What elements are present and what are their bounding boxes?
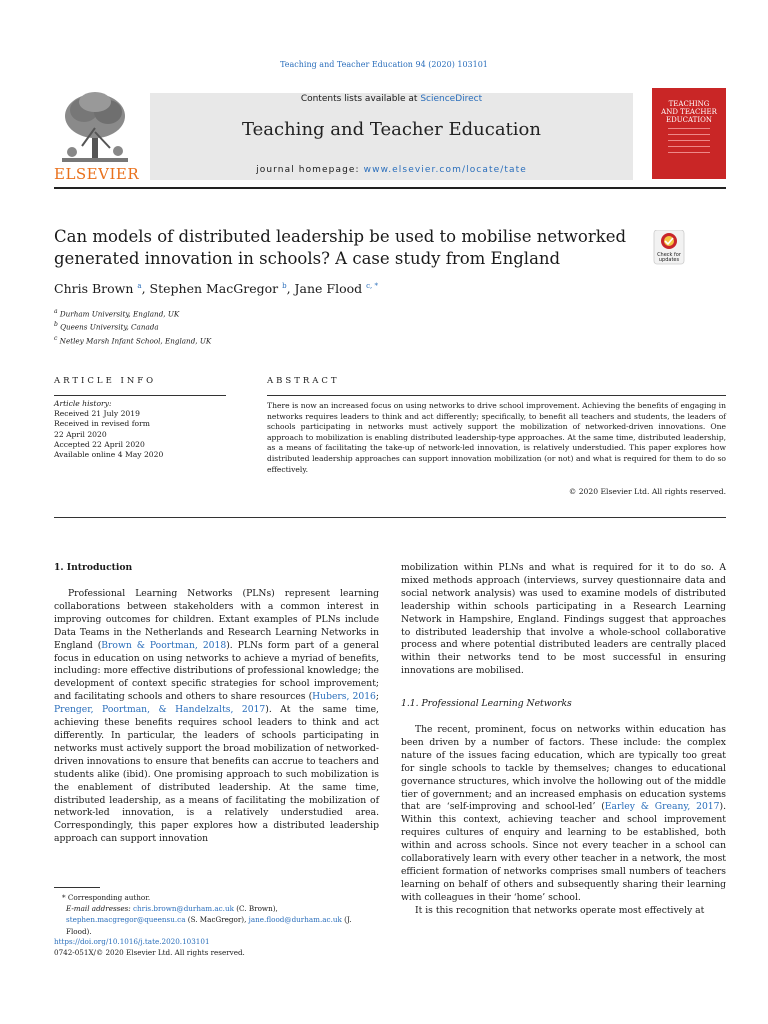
abstract-bottom-divider [54, 517, 726, 518]
body-paragraph [54, 588, 379, 846]
body-column-right [401, 562, 726, 678]
article-history [54, 399, 234, 460]
citation-link[interactable]: Brown & Poortman, 2018 [101, 639, 227, 651]
article-info-divider [54, 395, 226, 396]
journal-homepage-line [150, 165, 633, 175]
paragraph-text: ). At the same time, achieving these benefits requires school leaders to think and act differently. In particular, the leaders of schools participating in networks must actively support the broad mobilization of networked-driven innovations to ensure that benefits can accrue to teachers and students alike (ibid). One promising approach to such mobilization is the enablement of distributed leadership. At the same time, distributed leadership, as a means of facilitating the mobilization of network-led innovation, is a relatively understudied area. Correspondingly, this paper explores how a distributed leadership approach can support innovation [54, 704, 379, 845]
cover-decoration [668, 140, 710, 141]
affiliation-item [54, 319, 211, 332]
homepage-prefix: journal homepage: [256, 165, 364, 175]
article-history-item: Available online 4 May 2020 [54, 450, 164, 460]
affiliation-item [54, 306, 211, 319]
affiliation-item [54, 333, 211, 346]
author-affiliation-link[interactable]: b [282, 281, 287, 290]
author-separator: , [141, 281, 150, 296]
crossmark-line: Check for [657, 252, 681, 258]
citation-link[interactable]: Earley & Greany, 2017 [604, 801, 720, 813]
author-name: Chris Brown [54, 281, 134, 296]
cover-decoration [668, 152, 710, 153]
subsection-heading: 1.1. Professional Learning Networks [401, 698, 572, 709]
corresponding-author-note: * Corresponding author. [62, 893, 151, 902]
affiliation-marker: a [54, 308, 58, 315]
affiliation-text: Durham University, England, UK [59, 309, 180, 319]
article-info-heading: ARTICLE INFO [54, 376, 157, 386]
journal-homepage-link[interactable]: www.elsevier.com/locate/tate [363, 165, 527, 175]
abstract-heading: ABSTRACT [267, 376, 340, 386]
paragraph-text: ). Within this context, achieving teacher and school improvement requires cultures of enquiry and learning to be established, both within and across schools. Since not every teacher in a school can collaboratively learn with every other teacher in a network, the most efficient formation of networks comprises small numbers of teachers learning on behalf of others and subsequently sharing their learning with colleagues in their ‘home’ school. [401, 801, 726, 903]
email-link[interactable]: jane.flood@durham.ac.uk [248, 915, 342, 925]
issn-line: 0742-051X/© 2020 Elsevier Ltd. All rights reserved. [54, 947, 245, 957]
author-affiliation-link[interactable]: c, * [366, 281, 379, 290]
contents-prefix: Contents lists available at [300, 94, 421, 104]
header-divider [54, 187, 726, 189]
paragraph-text: The recent, prominent, focus on networks within education has been driven by a number of factors. These include: the complex nature of the issues facing education, which are typically too great for single schools to tackle by themselves; changes to educational governance structures, which involve the hollowing out of the middle tier of government; and an increased emphasis on education systems that are ‘self-improving and school-led’ ( [401, 724, 726, 813]
abstract-text: There is now an increased focus on using networks to drive school improvement. Achieving the benefits of engaging in networks requires leaders to think and act differently; specifically, to benefit all teachers and students, the leaders of schools participating in networks must actively support the mobilization of networked-driven innovations. One approach to mobilization is enabling distributed leadership-type approaches. At the same time, distributed leadership, as a means of facilitating the take-up of network-led innovation, is relatively understudied. This paper explores how distributed leadership approaches can support innovation mobilization (or not) and what is required for them to do so effectively. [267, 401, 726, 474]
paragraph-text: ). PLNs form part of a general focus in education on using networks to achieve a myriad of benefits, including: more effective distributions of professional knowledge; the development of context specific strategies for school improvement; and facilitating schools and others to share resources ( [54, 639, 379, 703]
email-link[interactable]: chris.brown@durham.ac.uk [133, 904, 234, 914]
article-title-line: Can models of distributed leadership be used to mobilise networked [54, 227, 627, 246]
journal-citation-link[interactable]: Teaching and Teacher Education 94 (2020) 103101 [280, 60, 488, 69]
citation-link[interactable]: Hubers, 2016 [312, 691, 376, 703]
article-history-label: Article history: [54, 399, 112, 408]
affiliation-text: Netley Marsh Infant School, England, UK [59, 336, 212, 346]
affiliation-marker: b [54, 321, 58, 329]
author-name: Stephen MacGregor [149, 281, 279, 296]
author-list [54, 281, 378, 296]
citation-link[interactable]: Prenger, Poortman, & Handelzalts, 2017 [54, 704, 266, 716]
cover-title-line: AND TEACHER [661, 108, 717, 116]
cover-decoration [668, 134, 710, 135]
publisher-name: ELSEVIER [54, 165, 140, 183]
cover-title-line: TEACHING [668, 100, 710, 108]
body-paragraph: mobilization within PLNs and what is required for it to do so. A mixed methods approach (interviews, survey questionnaire data and social network analysis) was used to examine models of distributed leadership within schools participating in a Research Learning Network in Hampshire, England. Findings suggest that approaches to distributed leadership that involve a whole-school collaborative process and where potential distributed leaders are centrally placed within their networks tend to be most successful in ensuring innovations are mobilised. [401, 562, 726, 677]
paragraph-text: Professional Learning Networks (PLNs) represent learning collaborations between stakeholders with a common interest in improving outcomes for children. Extant examples of PLNs include Data Teams in the Netherlands and Research Learning Networks in England ( [54, 588, 379, 651]
journal-title: Teaching and Teacher Education [242, 119, 541, 140]
author-affiliation-link[interactable]: a [137, 281, 142, 290]
email-addresses [54, 903, 379, 937]
email-text: (S. MacGregor), [185, 915, 249, 925]
doi-block [54, 937, 245, 958]
crossmark-line: updates [658, 257, 680, 263]
footnote-divider [54, 887, 100, 888]
email-text: (J. Flood). [66, 915, 352, 936]
article-title-line: generated innovation in schools? A case study from England [54, 249, 561, 268]
email-text: (C. Brown), [233, 904, 278, 914]
article-history-item: 22 April 2020 [54, 429, 107, 439]
affiliation-marker: c [54, 334, 58, 342]
author-name: Jane Flood [294, 281, 363, 296]
affiliation-text: Queens University, Canada [60, 322, 159, 332]
article-history-item: Received in revised form [54, 419, 150, 429]
body-paragraph [401, 724, 726, 905]
cover-title [652, 100, 726, 124]
affiliation-list [54, 306, 211, 346]
body-paragraph: It is this recognition that networks operate most effectively at [415, 904, 705, 916]
body-column-left [54, 588, 379, 846]
article-title [54, 226, 654, 270]
paragraph-text: ; [375, 691, 379, 703]
email-label: E-mail addresses: [66, 904, 133, 914]
journal-cover-image [652, 88, 726, 179]
contents-line [150, 94, 633, 104]
author-separator: , [286, 281, 295, 296]
email-link[interactable]: stephen.macgregor@queensu.ca [66, 915, 186, 925]
cover-decoration [668, 146, 710, 147]
article-history-item: Accepted 22 April 2020 [54, 439, 145, 449]
article-history-item: Received 21 July 2019 [54, 409, 140, 419]
cover-decoration [668, 128, 710, 129]
check-for-updates-label [651, 253, 687, 263]
sciencedirect-link[interactable]: ScienceDirect [420, 94, 483, 104]
abstract-copyright: © 2020 Elsevier Ltd. All rights reserved. [568, 487, 726, 496]
body-column-right-continued [401, 724, 726, 918]
footnote [54, 892, 379, 937]
cover-title-line: EDUCATION [666, 116, 712, 124]
abstract-divider [267, 395, 726, 396]
doi-link[interactable]: https://doi.org/10.1016/j.tate.2020.103101 [54, 937, 210, 946]
section-heading-introduction: 1. Introduction [54, 562, 133, 573]
